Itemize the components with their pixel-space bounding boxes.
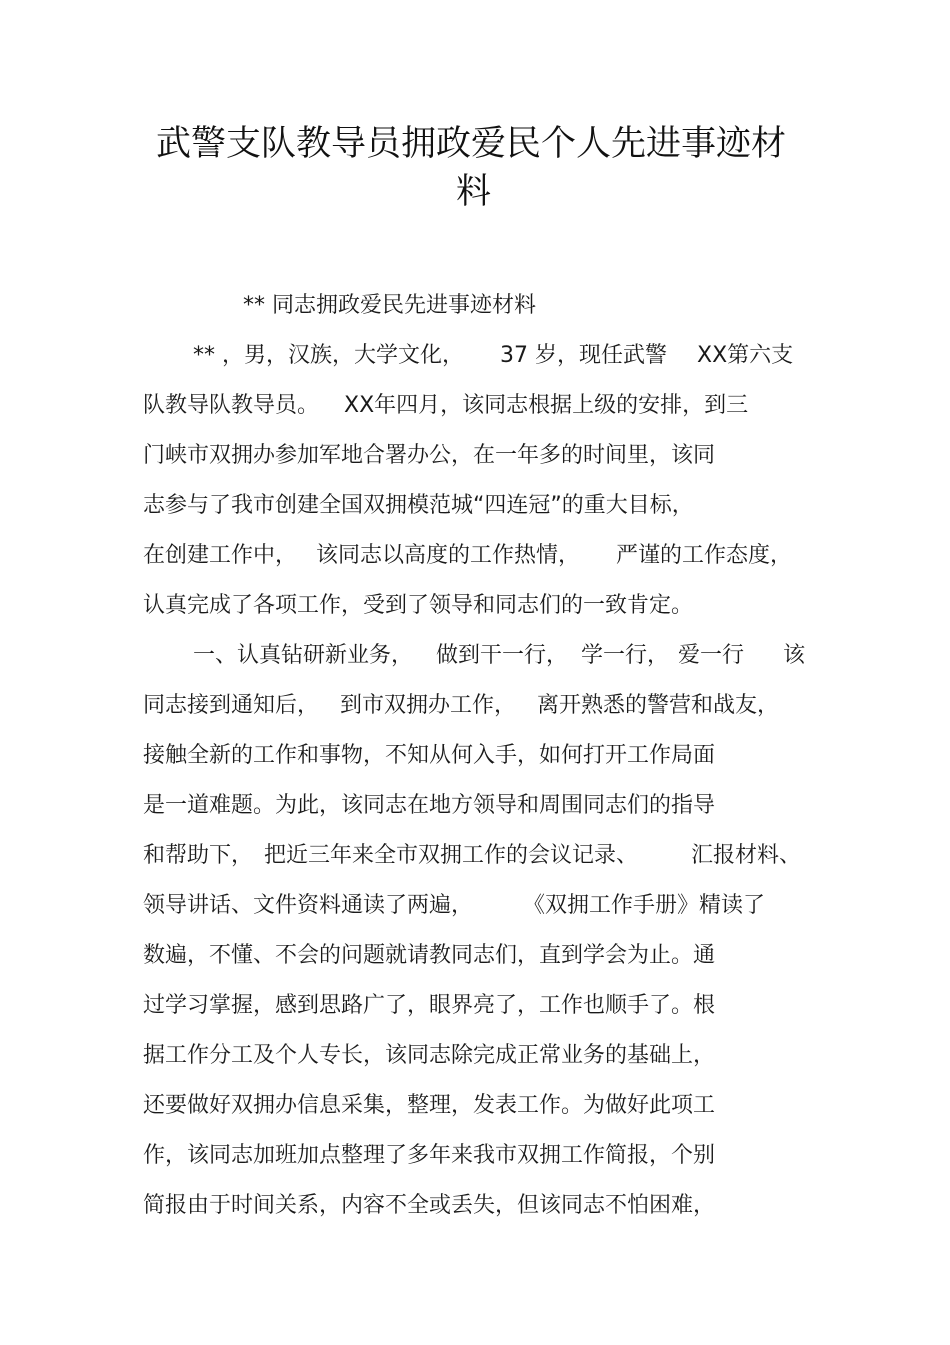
paragraph-line bbox=[0, 341, 950, 371]
line-segment: 把近三年来全市双拥工作的会议记录、 bbox=[264, 843, 639, 868]
line-segment: 严谨的工作态度， bbox=[616, 543, 793, 568]
line-segment: 到市双拥办工作， bbox=[340, 693, 517, 718]
line-segment: 离开熟悉的警营和战友， bbox=[537, 693, 780, 718]
line-segment: 《双拥工作手册》精读了 bbox=[523, 893, 766, 918]
line-segment: XX第六支 bbox=[697, 343, 794, 368]
line-segment: 接触全新的工作和事物，不知从何入手，如何打开工作局面 bbox=[143, 743, 716, 768]
line-segment: 志参与了我市创建全国双拥模范城“四连冠”的重大目标， bbox=[143, 493, 694, 518]
line-segment: 爱一行 bbox=[678, 643, 745, 668]
line-segment: 还要做好双拥办信息采集，整理，发表工作。为做好此项工 bbox=[143, 1093, 716, 1118]
paragraph-line bbox=[0, 491, 950, 521]
paragraph-line bbox=[0, 1041, 950, 1071]
line-segment: 简报由于时间关系，内容不全或丢失，但该同志不怕困难， bbox=[143, 1193, 716, 1218]
line-segment: 一、认真钻研新业务， bbox=[193, 643, 414, 668]
line-segment: 和帮助下， bbox=[143, 843, 254, 868]
paragraph-line bbox=[0, 1091, 950, 1121]
line-segment: 据工作分工及个人专长，该同志除完成正常业务的基础上， bbox=[143, 1043, 716, 1068]
line-segment: 领导讲话、文件资料通读了两遍， bbox=[143, 893, 474, 918]
paragraph-line bbox=[0, 741, 950, 771]
paragraph-line bbox=[0, 841, 950, 871]
line-segment: 门峡市双拥办参加军地合署办公，在一年多的时间里，该同 bbox=[143, 443, 716, 468]
document-title-line-1: 武警支队教导员拥政爱民个人先进事迹材 bbox=[156, 124, 787, 164]
line-segment: 在创建工作中， bbox=[143, 543, 298, 568]
line-segment: 认真完成了各项工作，受到了领导和同志们的一致肯定。 bbox=[143, 593, 694, 618]
paragraph-line bbox=[0, 791, 950, 821]
line-segment: 该 bbox=[783, 643, 806, 668]
line-segment: 做到干一行， bbox=[436, 643, 569, 668]
line-segment: 数遍，不懂、不会的问题就请教同志们，直到学会为止。通 bbox=[143, 943, 716, 968]
paragraph-line bbox=[0, 541, 950, 571]
paragraph-line bbox=[0, 1191, 950, 1221]
line-segment: 37 岁，现任武警 bbox=[500, 343, 667, 368]
line-segment: XX年四月，该同志根据上级的安排，到三 bbox=[344, 393, 749, 418]
line-segment: 过学习掌握，感到思路广了，眼界亮了，工作也顺手了。根 bbox=[143, 993, 716, 1018]
paragraph-line bbox=[0, 1141, 950, 1171]
paragraph-line bbox=[0, 941, 950, 971]
line-segment: 该同志以高度的工作热情， bbox=[316, 543, 581, 568]
line-segment: ** ，男，汉族，大学文化， bbox=[193, 343, 464, 368]
paragraph-line bbox=[0, 591, 950, 621]
paragraph-line bbox=[0, 891, 950, 921]
line-segment: 队教导队教导员。 bbox=[143, 393, 320, 418]
line-segment: 作，该同志加班加点整理了多年来我市双拥工作简报，个别 bbox=[143, 1143, 716, 1168]
line-segment: 同志接到通知后， bbox=[143, 693, 320, 718]
paragraph-line bbox=[0, 641, 950, 671]
line-segment: 学一行， bbox=[581, 643, 670, 668]
paragraph-line bbox=[0, 691, 950, 721]
paragraph-line bbox=[0, 441, 950, 471]
paragraph-line bbox=[0, 991, 950, 1021]
paragraph-line bbox=[0, 391, 950, 421]
document-title-line-2: 料 bbox=[456, 172, 492, 212]
document-subtitle: ** 同志拥政爱民先进事迹材料 bbox=[243, 293, 536, 318]
line-segment: 是一道难题。为此，该同志在地方领导和周围同志们的指导 bbox=[143, 793, 716, 818]
line-segment: 汇报材料、 bbox=[691, 843, 802, 868]
